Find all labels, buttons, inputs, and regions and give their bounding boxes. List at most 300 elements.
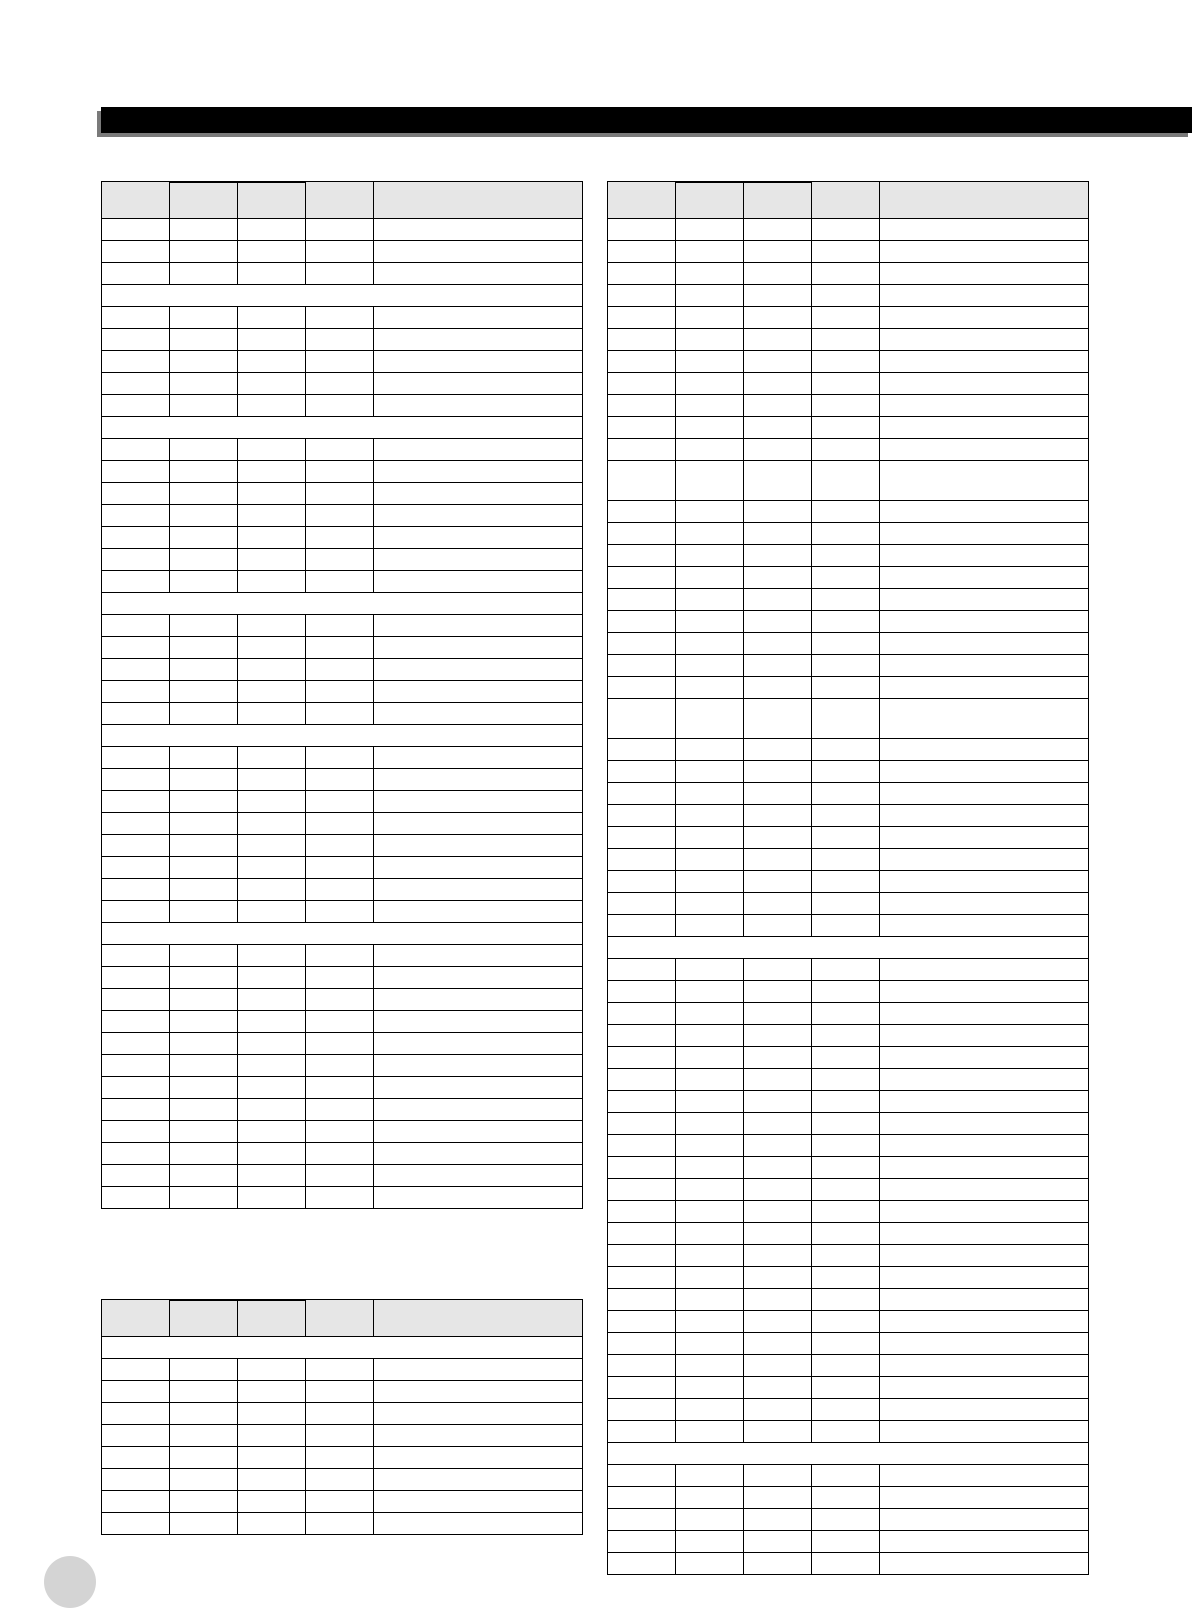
table-cell (238, 263, 306, 285)
table-cell (676, 893, 744, 915)
header-cell (676, 183, 744, 219)
table-cell (374, 747, 583, 769)
table-cell (880, 439, 1089, 461)
table-cell (744, 285, 812, 307)
table-row (608, 783, 1089, 805)
table-cell (812, 373, 880, 395)
table-cell (676, 1201, 744, 1223)
table-cell (812, 633, 880, 655)
table-cell (608, 655, 676, 677)
table-cell (812, 501, 880, 523)
table-cell (676, 1223, 744, 1245)
table-cell (608, 417, 676, 439)
table-cell (744, 329, 812, 351)
table-cell (170, 1033, 238, 1055)
table-row (608, 1201, 1089, 1223)
table-cell (374, 857, 583, 879)
header-cell (374, 1300, 583, 1337)
table-cell (238, 549, 306, 571)
table-cell (744, 633, 812, 655)
table-cell (238, 1425, 306, 1447)
table-cell (744, 1135, 812, 1157)
table-cell (812, 567, 880, 589)
table-cell (744, 1245, 812, 1267)
table-cell (812, 893, 880, 915)
table-cell (676, 1113, 744, 1135)
table-cell (306, 351, 374, 373)
table-cell (676, 351, 744, 373)
table-row (102, 681, 583, 703)
table-cell (102, 527, 170, 549)
table-cell (102, 1033, 170, 1055)
table-cell (102, 681, 170, 703)
table-cell (812, 307, 880, 329)
table-cell (374, 1033, 583, 1055)
table-cell (238, 1165, 306, 1187)
table-cell (608, 611, 676, 633)
table-cell (238, 1077, 306, 1099)
table-cell (306, 1359, 374, 1381)
table-row (608, 1531, 1089, 1553)
table-cell (306, 1165, 374, 1187)
table-cell (812, 417, 880, 439)
section-cell (102, 923, 583, 945)
table-cell (608, 1509, 676, 1531)
table-cell (812, 805, 880, 827)
table-cell (880, 1201, 1089, 1223)
table-row (102, 505, 583, 527)
table-row (608, 501, 1089, 523)
table-cell (102, 1099, 170, 1121)
table-cell (102, 1425, 170, 1447)
table-cell (608, 1135, 676, 1157)
table-cell (238, 1491, 306, 1513)
table-cell (374, 307, 583, 329)
table-cell (812, 655, 880, 677)
table-cell (812, 1091, 880, 1113)
table-cell (306, 1491, 374, 1513)
table-row (102, 1491, 583, 1513)
table-cell (306, 901, 374, 923)
table-cell (744, 1223, 812, 1245)
table-cell (676, 1069, 744, 1091)
table-cell (812, 1179, 880, 1201)
table-cell (676, 655, 744, 677)
table-row (608, 1377, 1089, 1399)
table-cell (306, 1121, 374, 1143)
table-cell (374, 791, 583, 813)
table-cell (608, 871, 676, 893)
table-cell (102, 637, 170, 659)
table-cell (880, 1531, 1089, 1553)
table-cell (880, 1289, 1089, 1311)
table-cell (676, 1465, 744, 1487)
section-row (102, 593, 583, 615)
table-row (608, 739, 1089, 761)
table-cell (880, 1025, 1089, 1047)
table-cell (608, 1025, 676, 1047)
table-cell (608, 633, 676, 655)
table-cell (676, 545, 744, 567)
table-cell (608, 461, 676, 501)
table-cell (608, 241, 676, 263)
table-cell (170, 1447, 238, 1469)
table-row (608, 611, 1089, 633)
table-cell (238, 219, 306, 241)
table-cell (676, 1025, 744, 1047)
table-cell (676, 307, 744, 329)
table-cell (744, 1047, 812, 1069)
table-cell (744, 1201, 812, 1223)
table-cell (608, 981, 676, 1003)
table-cell (306, 703, 374, 725)
table-cell (676, 219, 744, 241)
table-row (102, 1187, 583, 1209)
table-cell (170, 1425, 238, 1447)
table-cell (170, 483, 238, 505)
table-cell (608, 307, 676, 329)
table-cell (812, 329, 880, 351)
table-cell (608, 739, 676, 761)
table-cell (170, 1491, 238, 1513)
table-row (102, 395, 583, 417)
table-cell (812, 1201, 880, 1223)
table-cell (170, 219, 238, 241)
table-cell (608, 1069, 676, 1091)
table-cell (880, 461, 1089, 501)
table-cell (102, 1055, 170, 1077)
table-cell (608, 1333, 676, 1355)
table-cell (170, 681, 238, 703)
table-row (102, 945, 583, 967)
table-cell (374, 835, 583, 857)
table-cell (880, 1553, 1089, 1575)
table-cell (676, 1531, 744, 1553)
table-cell (812, 981, 880, 1003)
table-cell (608, 1531, 676, 1553)
table-cell (306, 395, 374, 417)
table-cell (812, 1047, 880, 1069)
table-cell (676, 1179, 744, 1201)
table-row (102, 1121, 583, 1143)
table-row (102, 329, 583, 351)
table-cell (608, 1289, 676, 1311)
table-cell (608, 373, 676, 395)
table-cell (812, 871, 880, 893)
table-cell (238, 703, 306, 725)
table-row (608, 1333, 1089, 1355)
table-cell (306, 681, 374, 703)
table-cell (744, 611, 812, 633)
table-cell (374, 1099, 583, 1121)
table-cell (238, 747, 306, 769)
table-row (608, 241, 1089, 263)
table-cell (812, 285, 880, 307)
table-body (608, 219, 1089, 1575)
table-cell (238, 681, 306, 703)
table-cell (744, 501, 812, 523)
table-cell (812, 959, 880, 981)
table-row (608, 1091, 1089, 1113)
table-cell (170, 439, 238, 461)
table-cell (744, 351, 812, 373)
table-cell (676, 915, 744, 937)
table-row (102, 769, 583, 791)
table-cell (880, 633, 1089, 655)
table-cell (608, 219, 676, 241)
table-cell (608, 1267, 676, 1289)
table-cell (812, 545, 880, 567)
table-cell (744, 1267, 812, 1289)
table-cell (744, 263, 812, 285)
table-cell (170, 1403, 238, 1425)
table-cell (306, 549, 374, 571)
table-cell (880, 1333, 1089, 1355)
table-row (608, 1135, 1089, 1157)
table-cell (306, 1403, 374, 1425)
table-row (102, 483, 583, 505)
table-cell (170, 549, 238, 571)
table-row (608, 893, 1089, 915)
table-cell (374, 901, 583, 923)
table-cell (238, 1513, 306, 1535)
table-row (608, 395, 1089, 417)
table-cell (608, 567, 676, 589)
table-cell (812, 739, 880, 761)
table-row (102, 1055, 583, 1077)
table-cell (676, 1157, 744, 1179)
table-cell (374, 241, 583, 263)
table-cell (374, 571, 583, 593)
table-cell (102, 505, 170, 527)
table-cell (306, 263, 374, 285)
table-cell (238, 901, 306, 923)
table-cell (880, 589, 1089, 611)
table-row (102, 879, 583, 901)
table-cell (306, 879, 374, 901)
table-cell (676, 699, 744, 739)
parameter-table-lower-left (101, 1299, 583, 1535)
table-cell (608, 1245, 676, 1267)
table-cell (744, 1377, 812, 1399)
table-cell (102, 1187, 170, 1209)
table-cell (744, 589, 812, 611)
table-cell (608, 893, 676, 915)
table-cell (238, 1055, 306, 1077)
table-row (608, 871, 1089, 893)
table-row (608, 523, 1089, 545)
table-cell (676, 1553, 744, 1575)
table-cell (306, 241, 374, 263)
table-cell (608, 1157, 676, 1179)
table-row (102, 351, 583, 373)
table-cell (102, 1513, 170, 1535)
table-cell (880, 1355, 1089, 1377)
table-cell (170, 659, 238, 681)
table-cell (880, 1399, 1089, 1421)
table-cell (812, 1003, 880, 1025)
table-row (608, 373, 1089, 395)
table-cell (374, 637, 583, 659)
table-cell (170, 351, 238, 373)
table-row (102, 263, 583, 285)
table-cell (880, 501, 1089, 523)
table-cell (238, 571, 306, 593)
table-row (608, 827, 1089, 849)
table-row (608, 1421, 1089, 1443)
table-cell (608, 699, 676, 739)
table-cell (676, 241, 744, 263)
table-cell (102, 967, 170, 989)
table-cell (608, 439, 676, 461)
table-cell (238, 857, 306, 879)
table-cell (608, 1487, 676, 1509)
table-cell (102, 879, 170, 901)
table-row (102, 1011, 583, 1033)
table-cell (880, 1179, 1089, 1201)
table-cell (238, 1099, 306, 1121)
table-cell (102, 989, 170, 1011)
table-cell (238, 1381, 306, 1403)
table-cell (170, 241, 238, 263)
table-cell (102, 835, 170, 857)
table-cell (102, 461, 170, 483)
table-row (102, 1165, 583, 1187)
table-cell (812, 1377, 880, 1399)
table-cell (744, 739, 812, 761)
table-cell (812, 1399, 880, 1421)
table-cell (608, 1421, 676, 1443)
table-row (608, 761, 1089, 783)
table-cell (676, 1421, 744, 1443)
table-row (102, 307, 583, 329)
table-cell (744, 677, 812, 699)
table-cell (170, 901, 238, 923)
table-cell (170, 1359, 238, 1381)
table-cell (238, 1469, 306, 1491)
table-row (608, 219, 1089, 241)
table-cell (170, 879, 238, 901)
table-row (608, 329, 1089, 351)
table-cell (608, 849, 676, 871)
table-cell (744, 849, 812, 871)
table-cell (374, 505, 583, 527)
table-cell (676, 1311, 744, 1333)
table-cell (880, 893, 1089, 915)
table-row (102, 857, 583, 879)
table-cell (812, 351, 880, 373)
table-cell (676, 677, 744, 699)
table-cell (880, 285, 1089, 307)
table-row (608, 263, 1089, 285)
table-row (102, 461, 583, 483)
table-cell (306, 1055, 374, 1077)
table-cell (744, 871, 812, 893)
table-cell (102, 571, 170, 593)
table-cell (102, 1491, 170, 1513)
table-cell (374, 1055, 583, 1077)
table-row (102, 1381, 583, 1403)
table-cell (238, 967, 306, 989)
table-cell (744, 1487, 812, 1509)
table-cell (102, 615, 170, 637)
table-cell (170, 1077, 238, 1099)
section-cell (102, 285, 583, 307)
table-cell (812, 263, 880, 285)
table-cell (306, 615, 374, 637)
table-cell (374, 461, 583, 483)
table-cell (238, 879, 306, 901)
table-cell (812, 241, 880, 263)
table-cell (170, 527, 238, 549)
table-cell (374, 769, 583, 791)
table-cell (744, 1289, 812, 1311)
table-cell (306, 857, 374, 879)
table-cell (170, 637, 238, 659)
table-cell (306, 1447, 374, 1469)
table-row (608, 351, 1089, 373)
table-row (608, 439, 1089, 461)
table-cell (374, 439, 583, 461)
table-cell (880, 981, 1089, 1003)
table-cell (170, 813, 238, 835)
table-cell (744, 1157, 812, 1179)
table-row (608, 1113, 1089, 1135)
table-cell (744, 439, 812, 461)
table-cell (306, 461, 374, 483)
table-cell (676, 285, 744, 307)
table-cell (374, 263, 583, 285)
table-cell (608, 1179, 676, 1201)
table-cell (102, 945, 170, 967)
table-cell (306, 1513, 374, 1535)
table-cell (102, 1011, 170, 1033)
table-cell (102, 483, 170, 505)
table-cell (102, 791, 170, 813)
table-cell (238, 373, 306, 395)
table-cell (812, 1113, 880, 1135)
table-cell (102, 307, 170, 329)
header-cell (608, 182, 676, 219)
table-cell (744, 699, 812, 739)
table-cell (306, 659, 374, 681)
table-cell (170, 461, 238, 483)
table-cell (744, 461, 812, 501)
table-cell (102, 1381, 170, 1403)
table-cell (880, 241, 1089, 263)
table-row (102, 637, 583, 659)
table-row (102, 527, 583, 549)
table-cell (676, 1377, 744, 1399)
header-cell (374, 182, 583, 219)
table-row (102, 549, 583, 571)
table-cell (812, 523, 880, 545)
section-title-bar (101, 107, 1192, 133)
table-cell (102, 769, 170, 791)
table-cell (676, 981, 744, 1003)
table-cell (880, 1509, 1089, 1531)
table-body (102, 219, 583, 1209)
table-cell (374, 879, 583, 901)
table-cell (170, 1381, 238, 1403)
header-cell (306, 182, 374, 219)
table-cell (374, 1077, 583, 1099)
table-cell (812, 915, 880, 937)
table-cell (744, 893, 812, 915)
header-cell (880, 182, 1089, 219)
table-cell (744, 1421, 812, 1443)
table-cell (812, 1553, 880, 1575)
